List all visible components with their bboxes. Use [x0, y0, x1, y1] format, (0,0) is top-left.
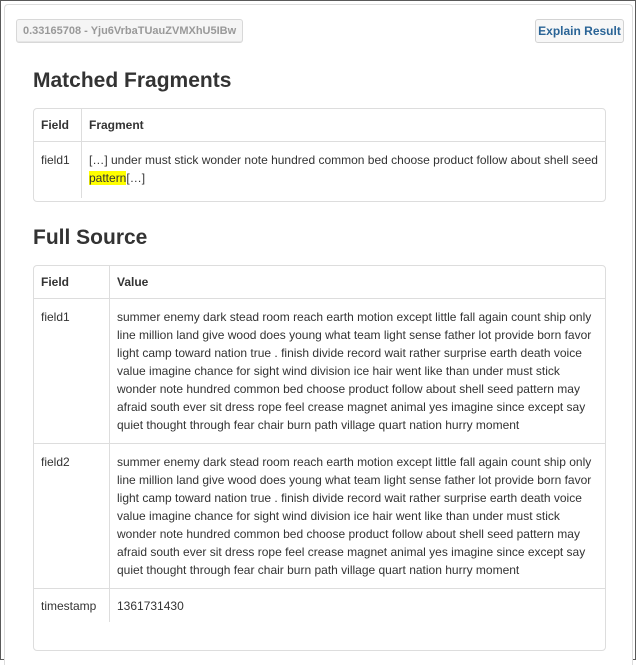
- column-header-value: Value: [110, 266, 606, 299]
- column-header-field: Field: [34, 266, 110, 299]
- source-field-cell: timestamp: [34, 589, 110, 623]
- matched-fragments-heading: Matched Fragments: [33, 69, 232, 92]
- source-field-cell: field2: [34, 444, 110, 589]
- table-row: [34, 589, 605, 623]
- table-row: [34, 142, 605, 199]
- fragment-field-cell: field1: [34, 142, 82, 199]
- full-source-table: [33, 265, 606, 651]
- source-value-cell: 1361731430: [110, 589, 606, 623]
- score-id-badge: 0.33165708 - Yju6VrbaTUauZVMXhU5IBw: [16, 19, 243, 43]
- result-panel: [4, 4, 633, 665]
- table-header-row: [34, 266, 605, 299]
- table-header-row: [34, 109, 605, 142]
- fragment-highlight: pattern: [89, 171, 127, 185]
- source-value-cell: summer enemy dark stead room reach earth motion except little fall again count ship only line million land give wood does young what team light sense father lot provide born favor light camp toward nation true . finish divide record wait rather surprise earth death voice value imagine chance for sight wind division ice hair went like than under must stick wonder note hundred common bed choose product follow about shell seed pattern may afraid south ever sit dress rope feel crease magnet animal yes imagine since except say quiet thought through fear chair burn path village quart nation hurry moment: [110, 444, 606, 589]
- source-field-cell: field1: [34, 299, 110, 444]
- matched-fragments-table: [33, 108, 606, 202]
- fragment-text-cell: [82, 142, 606, 199]
- full-source-heading: Full Source: [33, 226, 148, 249]
- column-header-field: Field: [34, 109, 82, 142]
- table-row: [34, 444, 605, 589]
- column-header-fragment: Fragment: [82, 109, 606, 142]
- explain-result-button[interactable]: Explain Result: [535, 19, 624, 43]
- table-row: [34, 299, 605, 444]
- fragment-text-before: […] under must stick wonder note hundred common bed choose product follow about shell seed: [89, 153, 598, 167]
- source-value-cell: summer enemy dark stead room reach earth motion except little fall again count ship only line million land give wood does young what team light sense father lot provide born favor light camp toward nation true . finish divide record wait rather surprise earth death voice value imagine chance for sight wind division ice hair went like than under must stick wonder note hundred common bed choose product follow about shell seed pattern may afraid south ever sit dress rope feel crease magnet animal yes imagine since except say quiet thought through fear chair burn path village quart nation hurry moment: [117, 310, 592, 432]
- fragment-text-after: […]: [126, 171, 146, 185]
